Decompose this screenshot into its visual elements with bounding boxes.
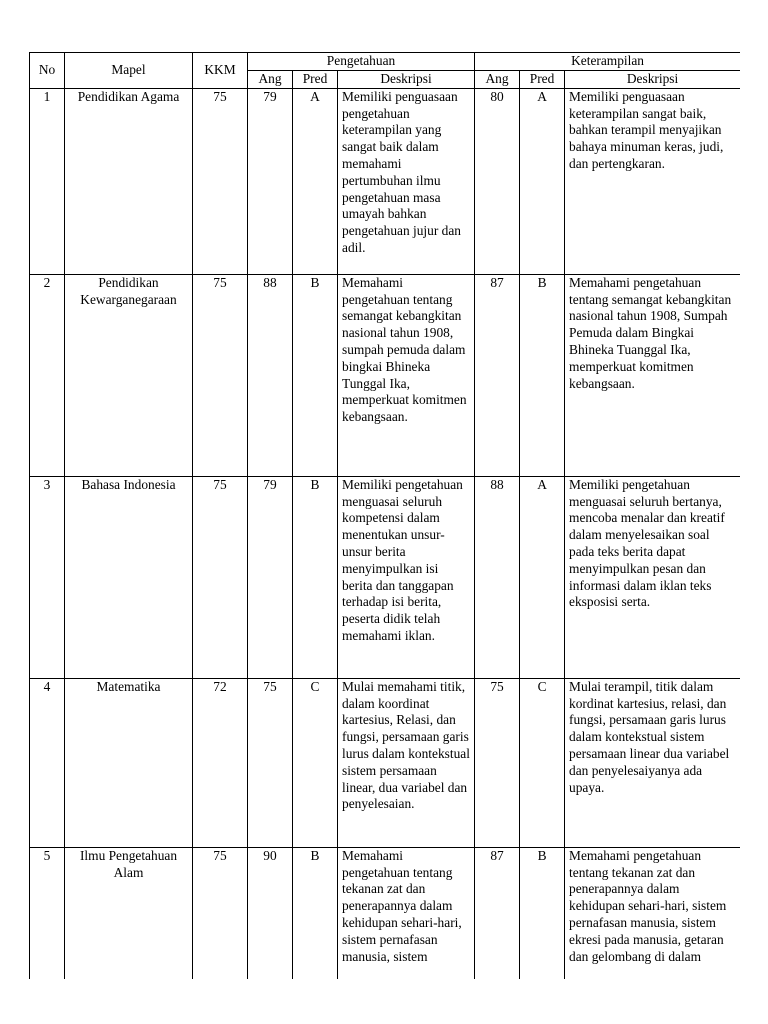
header-pengetahuan-deskripsi: Deskripsi [338, 71, 475, 89]
table-row [30, 678, 741, 847]
cell-pengetahuan-ang: 75 [248, 678, 293, 847]
cell-pengetahuan-deskripsi: Mulai memahami titik, dalam koordinat kartesius, Relasi, dan fungsi, persamaan garis lurus dalam kontekstual sistem persamaan linear, dua variabel dan penyelesaian. [338, 678, 475, 847]
cell-no: 1 [30, 88, 65, 274]
cell-mapel: Pendidikan Agama [65, 88, 193, 274]
cell-keterampilan-deskripsi: Memahami pengetahuan tentang tekanan zat dan penerapannya dalam kehidupan sehari-hari, sistem pernafasan manusia, sistem ekresi pada manusia, getaran dan gelombang di dalam [565, 847, 740, 979]
cell-keterampilan-ang: 87 [475, 274, 520, 476]
table-row [30, 88, 741, 274]
cell-no: 5 [30, 847, 65, 979]
cell-kkm: 75 [193, 847, 248, 979]
report-page [29, 52, 740, 979]
table-row [30, 274, 741, 476]
header-keterampilan-deskripsi: Deskripsi [565, 71, 740, 89]
cell-mapel: Pendidikan Kewarganegaraan [65, 274, 193, 476]
cell-keterampilan-pred: A [520, 88, 565, 274]
cell-mapel: Matematika [65, 678, 193, 847]
cell-keterampilan-ang: 80 [475, 88, 520, 274]
cell-pengetahuan-pred: B [293, 274, 338, 476]
cell-mapel: Bahasa Indonesia [65, 476, 193, 678]
cell-pengetahuan-deskripsi: Memahami pengetahuan tentang tekanan zat dan penerapannya dalam kehidupan sehari-hari, sistem pernafasan manusia, sistem [338, 847, 475, 979]
header-pengetahuan-pred: Pred [293, 71, 338, 89]
grades-table [29, 52, 740, 979]
header-keterampilan: Keterampilan [475, 53, 740, 71]
table-row [30, 847, 741, 979]
cell-pengetahuan-pred: B [293, 476, 338, 678]
header-keterampilan-ang: Ang [475, 71, 520, 89]
cell-kkm: 75 [193, 88, 248, 274]
cell-kkm: 72 [193, 678, 248, 847]
header-pengetahuan: Pengetahuan [248, 53, 475, 71]
cell-keterampilan-deskripsi: Memahami pengetahuan tentang semangat kebangkitan nasional tahun 1908, Sumpah Pemuda dalam Bingkai Bhineka Tuanggal Ika, memperkuat komitmen kebangsaan. [565, 274, 740, 476]
cell-keterampilan-deskripsi: Memiliki pengetahuan menguasai seluruh bertanya, mencoba menalar dan kreatif dalam menyelesaikan soal pada teks berita dapat menyimpulkan pesan dan informasi dalam iklan teks eksposisi serta. [565, 476, 740, 678]
cell-pengetahuan-pred: C [293, 678, 338, 847]
cell-pengetahuan-pred: B [293, 847, 338, 979]
header-kkm: KKM [193, 53, 248, 89]
cell-no: 3 [30, 476, 65, 678]
cell-pengetahuan-deskripsi: Memiliki pengetahuan menguasai seluruh kompetensi dalam menentukan unsur-unsur berita menyimpulkan isi berita dan tanggapan terhadap isi berita, peserta didik telah memahami iklan. [338, 476, 475, 678]
table-header [30, 53, 741, 89]
cell-pengetahuan-pred: A [293, 88, 338, 274]
cell-keterampilan-deskripsi: Memiliki penguasaan keterampilan sangat baik, bahkan terampil menyajikan bahaya minuman keras, judi, dan pertengkaran. [565, 88, 740, 274]
cell-pengetahuan-ang: 88 [248, 274, 293, 476]
cell-keterampilan-ang: 87 [475, 847, 520, 979]
header-mapel: Mapel [65, 53, 193, 89]
cell-keterampilan-pred: C [520, 678, 565, 847]
cell-no: 2 [30, 274, 65, 476]
header-pengetahuan-ang: Ang [248, 71, 293, 89]
cell-pengetahuan-ang: 79 [248, 476, 293, 678]
cell-pengetahuan-ang: 90 [248, 847, 293, 979]
cell-kkm: 75 [193, 476, 248, 678]
cell-pengetahuan-deskripsi: Memahami pengetahuan tentang semangat kebangkitan nasional tahun 1908, sumpah pemuda dalam bingkai Bhineka Tunggal Ika, memperkuat komitmen kebangsaan. [338, 274, 475, 476]
header-no: No [30, 53, 65, 89]
cell-keterampilan-deskripsi: Mulai terampil, titik dalam kordinat kartesius, relasi, dan fungsi, persamaan garis lurus dalam kontekstual sistem persamaan linear dua variabel dan penyelesaiyanya ada upaya. [565, 678, 740, 847]
cell-kkm: 75 [193, 274, 248, 476]
cell-keterampilan-pred: A [520, 476, 565, 678]
header-keterampilan-pred: Pred [520, 71, 565, 89]
cell-no: 4 [30, 678, 65, 847]
cell-keterampilan-pred: B [520, 274, 565, 476]
cell-keterampilan-pred: B [520, 847, 565, 979]
cell-keterampilan-ang: 75 [475, 678, 520, 847]
cell-pengetahuan-deskripsi: Memiliki penguasaan pengetahuan keterampilan yang sangat baik dalam memahami pertumbuhan ilmu pengetahuan masa umayah bahkan pengetahuan jujur dan adil. [338, 88, 475, 274]
cell-pengetahuan-ang: 79 [248, 88, 293, 274]
cell-keterampilan-ang: 88 [475, 476, 520, 678]
table-body [30, 88, 741, 979]
table-row [30, 476, 741, 678]
header-row-1 [30, 53, 741, 71]
cell-mapel: Ilmu Pengetahuan Alam [65, 847, 193, 979]
